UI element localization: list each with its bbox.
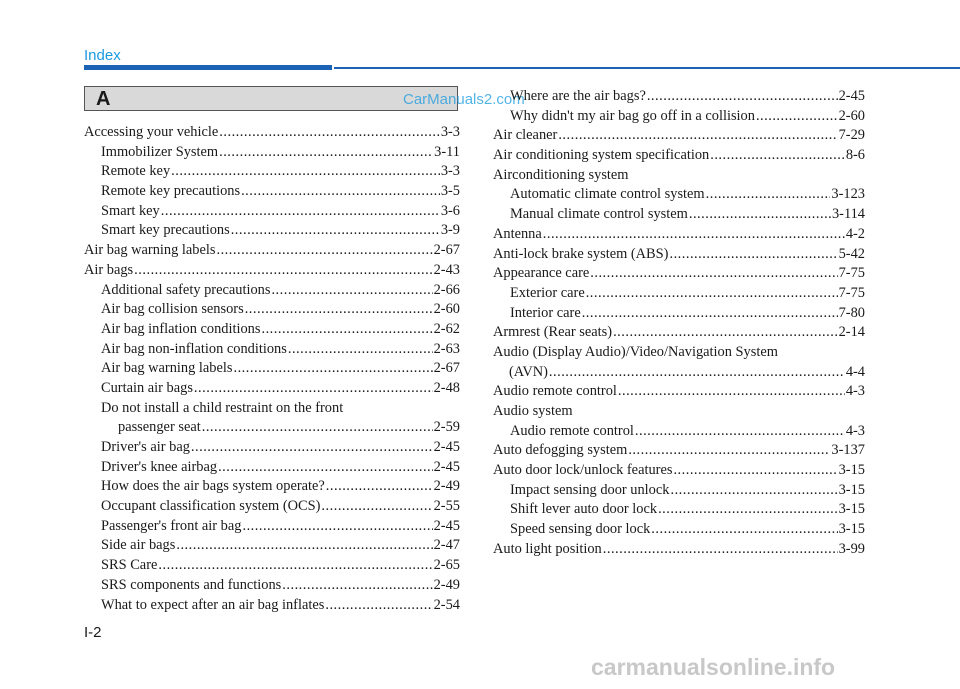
index-entry-text: Armrest (Rear seats) [493, 324, 613, 341]
dot-leader [326, 477, 433, 497]
index-entry-text: Auto defogging system [493, 442, 628, 459]
index-entry-text: Auto door lock/unlock features [493, 462, 673, 479]
index-entry-text: Do not install a child restraint on the front [101, 399, 344, 416]
dot-leader [321, 497, 432, 517]
index-entry [84, 536, 460, 556]
dot-leader [670, 481, 837, 501]
header-rule-thin [334, 67, 960, 69]
index-entry-page: 2-43 [433, 261, 460, 278]
index-entry [493, 205, 865, 225]
dot-leader [231, 221, 440, 241]
index-entry-text: Passenger's front air bag [101, 517, 242, 534]
index-entry [84, 359, 460, 379]
index-entry [84, 241, 460, 261]
index-entry-text: What to expect after an air bag inflates [101, 596, 325, 613]
footer-watermark: carmanualsonline.info [591, 654, 836, 680]
index-entry-page: 3-5 [440, 183, 460, 200]
index-entry-page: 3-9 [440, 222, 460, 239]
dot-leader [658, 500, 838, 520]
index-entry-text: Smart key [101, 202, 160, 219]
index-entry [493, 166, 865, 186]
index-entry [493, 402, 865, 422]
index-entry [493, 245, 865, 265]
index-entry-text: (AVN) [509, 363, 548, 380]
index-entry [84, 202, 460, 222]
index-entry-page: 3-3 [440, 163, 460, 180]
index-entry [84, 221, 460, 241]
dot-leader [549, 363, 845, 383]
dot-leader [158, 556, 432, 576]
dot-leader [756, 107, 838, 127]
index-entry-text: Why didn't my air bag go off in a collision [510, 107, 755, 124]
index-entry-page: 3-15 [838, 481, 865, 498]
dot-leader [613, 323, 838, 343]
index-entry-text: passenger seat [118, 419, 201, 436]
index-entry [493, 146, 865, 166]
index-entry-page: 3-15 [838, 521, 865, 538]
index-column-left [84, 123, 460, 615]
index-entry-text: Additional safety precautions [101, 281, 271, 298]
section-header-title: Index [84, 47, 121, 64]
dot-leader [176, 536, 432, 556]
dot-leader [603, 540, 838, 560]
index-entry-text: Audio remote control [493, 383, 617, 400]
index-entry-text: Air bag inflation conditions [101, 320, 261, 337]
index-entry [493, 284, 865, 304]
dot-leader [202, 418, 433, 438]
index-entry-page: 7-80 [838, 304, 865, 321]
index-entry-page: 3-6 [440, 202, 460, 219]
index-entry [84, 123, 460, 143]
index-entry-page: 2-47 [433, 537, 460, 554]
dot-leader [161, 202, 440, 222]
index-entry-page: 2-60 [838, 107, 865, 124]
index-entry-text: Where are the air bags? [510, 88, 646, 104]
index-entry-text: Airconditioning system [493, 166, 629, 183]
index-entry [84, 576, 460, 596]
dot-leader [647, 87, 838, 107]
index-entry-page: 7-75 [838, 284, 865, 301]
index-entry-page: 3-3 [440, 124, 460, 140]
index-entry-text: Side air bags [101, 537, 176, 554]
dot-leader [618, 382, 845, 402]
dot-leader [219, 143, 433, 163]
index-entry-page: 2-62 [433, 320, 460, 337]
index-entry-text: Exterior care [510, 284, 585, 301]
dot-leader [651, 520, 837, 540]
index-entry [493, 481, 865, 501]
dot-leader [171, 162, 440, 182]
index-entry-page: 7-29 [838, 127, 865, 144]
index-entry-page: 3-114 [831, 206, 865, 223]
index-entry [84, 418, 460, 438]
index-entry-text: Driver's knee airbag [101, 458, 218, 475]
index-entry-text: Speed sensing door lock [510, 521, 651, 538]
letter-heading-bar [84, 86, 458, 111]
watermark-link[interactable]: CarManuals2.com [403, 91, 525, 108]
dot-leader [586, 284, 838, 304]
index-entry-page: 4-2 [845, 225, 865, 242]
index-entry [84, 182, 460, 202]
index-entry-text: Audio system [493, 403, 573, 419]
index-entry-page: 3-123 [831, 186, 865, 203]
index-entry-page: 2-45 [433, 517, 460, 534]
index-entry-page: 2-59 [433, 419, 460, 436]
dot-leader [669, 245, 837, 265]
index-entry-text: Auto light position [493, 540, 602, 557]
index-entry-text: Air conditioning system specification [493, 147, 710, 164]
index-entry [84, 517, 460, 537]
index-entry-page: 2-45 [433, 458, 460, 475]
index-entry [493, 264, 865, 284]
index-entry [84, 497, 460, 517]
dot-leader [673, 461, 837, 481]
index-entry-page: 2-45 [433, 439, 460, 455]
index-entry-text: SRS Care [101, 557, 158, 574]
dot-leader [241, 182, 440, 202]
index-entry [84, 340, 460, 360]
index-entry [84, 399, 460, 419]
dot-leader [233, 359, 432, 379]
index-entry [493, 422, 865, 442]
index-entry-page: 4-3 [845, 422, 865, 439]
index-entry-text: Appearance care [493, 265, 590, 282]
index-entry-page: 2-60 [433, 301, 460, 318]
index-entry-text: Air bag collision sensors [101, 301, 244, 318]
index-entry-page: 2-65 [433, 557, 460, 574]
index-entry-text: Air bag non-inflation conditions [101, 340, 287, 357]
dot-leader [710, 146, 845, 166]
dot-leader [543, 225, 845, 245]
dot-leader [628, 441, 830, 461]
index-entry [493, 363, 865, 383]
index-entry-text: Interior care [510, 304, 581, 321]
index-entry-page: 2-54 [433, 596, 460, 613]
index-entry-page: 3-11 [434, 143, 460, 160]
index-entry-text: Shift lever auto door lock [510, 501, 658, 518]
index-entry-page: 2-45 [838, 88, 865, 104]
dot-leader [582, 304, 838, 324]
index-entry [84, 162, 460, 182]
index-entry-text: SRS components and functions [101, 576, 282, 593]
dot-leader [288, 340, 433, 360]
index-entry-page: 2-55 [433, 498, 460, 515]
index-entry [493, 323, 865, 343]
index-entry-text: Air cleaner [493, 127, 558, 144]
index-entry-text: Air bags [84, 261, 134, 278]
index-entry [493, 126, 865, 146]
index-entry [84, 320, 460, 340]
index-entry-text: Audio remote control [510, 422, 634, 439]
index-entry-text: Remote key [101, 163, 171, 180]
index-entry-text: Accessing your vehicle [84, 124, 219, 140]
dot-leader [218, 458, 433, 478]
index-entry [493, 107, 865, 127]
index-entry-text: Curtain air bags [101, 379, 193, 396]
dot-leader [271, 281, 432, 301]
index-entry-text: Audio (Display Audio)/Video/Navigation System [493, 343, 778, 360]
dot-leader [558, 126, 837, 146]
index-entry-page: 2-66 [433, 281, 460, 298]
index-entry-text: Air bag warning labels [101, 360, 233, 377]
index-entry [493, 225, 865, 245]
index-entry-page: 2-49 [433, 576, 460, 593]
index-entry [493, 185, 865, 205]
dot-leader [325, 596, 432, 616]
dot-leader [689, 205, 831, 225]
dot-leader [242, 517, 432, 537]
dot-leader [706, 185, 831, 205]
index-entry-text: Automatic climate control system [510, 186, 705, 203]
dot-leader [216, 241, 432, 261]
index-entry-text: How does the air bags system operate? [101, 478, 325, 495]
index-entry-page: 8-6 [845, 147, 865, 164]
index-entry [493, 343, 865, 363]
dot-leader [134, 261, 432, 281]
index-entry-text: Remote key precautions [101, 183, 241, 200]
index-entry [84, 458, 460, 478]
dot-leader [590, 264, 837, 284]
index-entry [84, 438, 460, 458]
index-entry-page: 2-14 [838, 324, 865, 341]
index-entry-text: Manual climate control system [510, 206, 688, 223]
index-entry [493, 540, 865, 560]
index-entry-text: Air bag warning labels [84, 242, 216, 259]
index-entry [84, 143, 460, 163]
dot-leader [261, 320, 432, 340]
index-entry-page: 4-4 [845, 363, 865, 380]
index-entry [493, 500, 865, 520]
index-entry [84, 281, 460, 301]
dot-leader [635, 422, 845, 442]
index-entry [84, 596, 460, 616]
index-entry-text: Occupant classification system (OCS) [101, 498, 321, 515]
index-entry [84, 300, 460, 320]
dot-leader [194, 379, 433, 399]
dot-leader [219, 123, 440, 143]
index-entry [84, 477, 460, 497]
header-rule-thick [84, 65, 332, 70]
index-entry [84, 261, 460, 281]
dot-leader [282, 576, 432, 596]
page-number: I-2 [84, 624, 102, 641]
index-entry-page: 7-75 [838, 265, 865, 282]
index-entry-text: Anti-lock brake system (ABS) [493, 245, 669, 262]
index-entry-page: 2-67 [433, 242, 460, 259]
index-entry-text: Smart key precautions [101, 222, 230, 239]
index-entry-text: Antenna [493, 225, 542, 242]
index-entry [84, 556, 460, 576]
index-entry-text: Driver's air bag [101, 439, 190, 455]
letter-heading: A [96, 88, 111, 110]
index-entry [493, 461, 865, 481]
index-entry [493, 520, 865, 540]
index-entry-text: Immobilizer System [101, 143, 219, 160]
index-entry-page: 2-67 [433, 360, 460, 377]
dot-leader [191, 438, 433, 458]
index-entry [84, 379, 460, 399]
dot-leader [245, 300, 433, 320]
index-entry-page: 3-15 [838, 462, 865, 479]
index-entry-page: 5-42 [838, 245, 865, 262]
index-entry [493, 87, 865, 107]
index-entry-page: 2-63 [433, 340, 460, 357]
index-entry-page: 3-137 [831, 442, 865, 459]
index-entry-page: 2-48 [433, 379, 460, 396]
index-entry-page: 3-15 [838, 501, 865, 518]
index-entry [493, 304, 865, 324]
index-column-right [493, 87, 865, 560]
index-entry-page: 2-49 [433, 478, 460, 495]
index-entry [493, 441, 865, 461]
index-entry-page: 4-3 [845, 383, 865, 400]
index-entry [493, 382, 865, 402]
index-entry-page: 3-99 [838, 540, 865, 557]
index-entry-text: Impact sensing door unlock [510, 481, 670, 498]
